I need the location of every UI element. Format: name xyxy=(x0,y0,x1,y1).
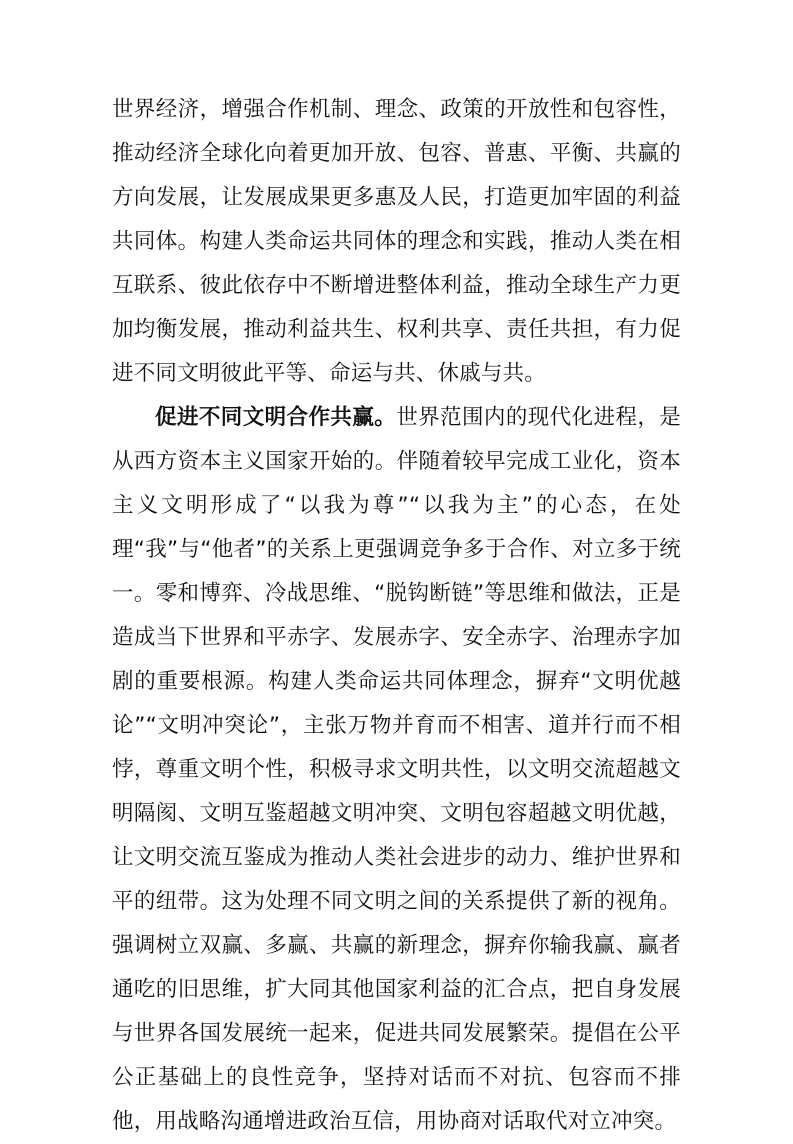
paragraph-2-lead: 促进不同文明合作共赢。 xyxy=(155,405,397,430)
document-body xyxy=(112,88,681,1144)
paragraph-1-text: 世界经济，增强合作机制、理念、政策的开放性和包容性，推动经济全球化向着更加开放、包容、普惠、平衡、共赢的方向发展，让发展成果更多惠及人民，打造更加牢固的利益共同体。构建人类命运共同体的理念和实践，推动人类在相互联系、彼此依存中不断增进整体利益，推动全球生产力更加均衡发展，推动利益共生、权利共享、责任共担，有力促进不同文明彼此平等、命运与共、休戚与共。 xyxy=(112,97,681,386)
paragraph-2-text: 世界范围内的现代化进程，是从西方资本主义国家开始的。伴随着较早完成工业化，资本主义文明形成了“以我为尊”“以我为主”的心态，在处理“我”与“他者”的关系上更强调竞争多于合作、对立多于统一。零和博弈、冷战思维、“脱钩断链”等思维和做法，正是造成当下世界和平赤字、发展赤字、安全赤字、治理赤字加剧的重要根源。构建人类命运共同体理念，摒弃“文明优越论”“文明冲突论”，主张万物并育而不相害、道并行而不相悖，尊重文明个性，积极寻求文明共性，以文明交流超越文明隔阂、文明互鉴超越文明冲突、文明包容超越文明优越，让文明交流互鉴成为推动人类社会进步的动力、维护世界和平的纽带。这为处理不同文明之间的关系提供了新的视角。强调树立双赢、多赢、共赢的新理念，摒弃你输我赢、赢者通吃的旧思维，扩大同其他国家利益的汇合点，把自身发展与世界各国发展统一起来，促进共同发展繁荣。提倡在公平公正基础上的良性竞争，坚持对话而不对抗、包容而不排他，用战略沟通增进政治互信，用协商对话取代对立冲突。 xyxy=(112,405,681,1134)
paragraph-2 xyxy=(112,396,681,1144)
paragraph-1 xyxy=(112,88,681,396)
